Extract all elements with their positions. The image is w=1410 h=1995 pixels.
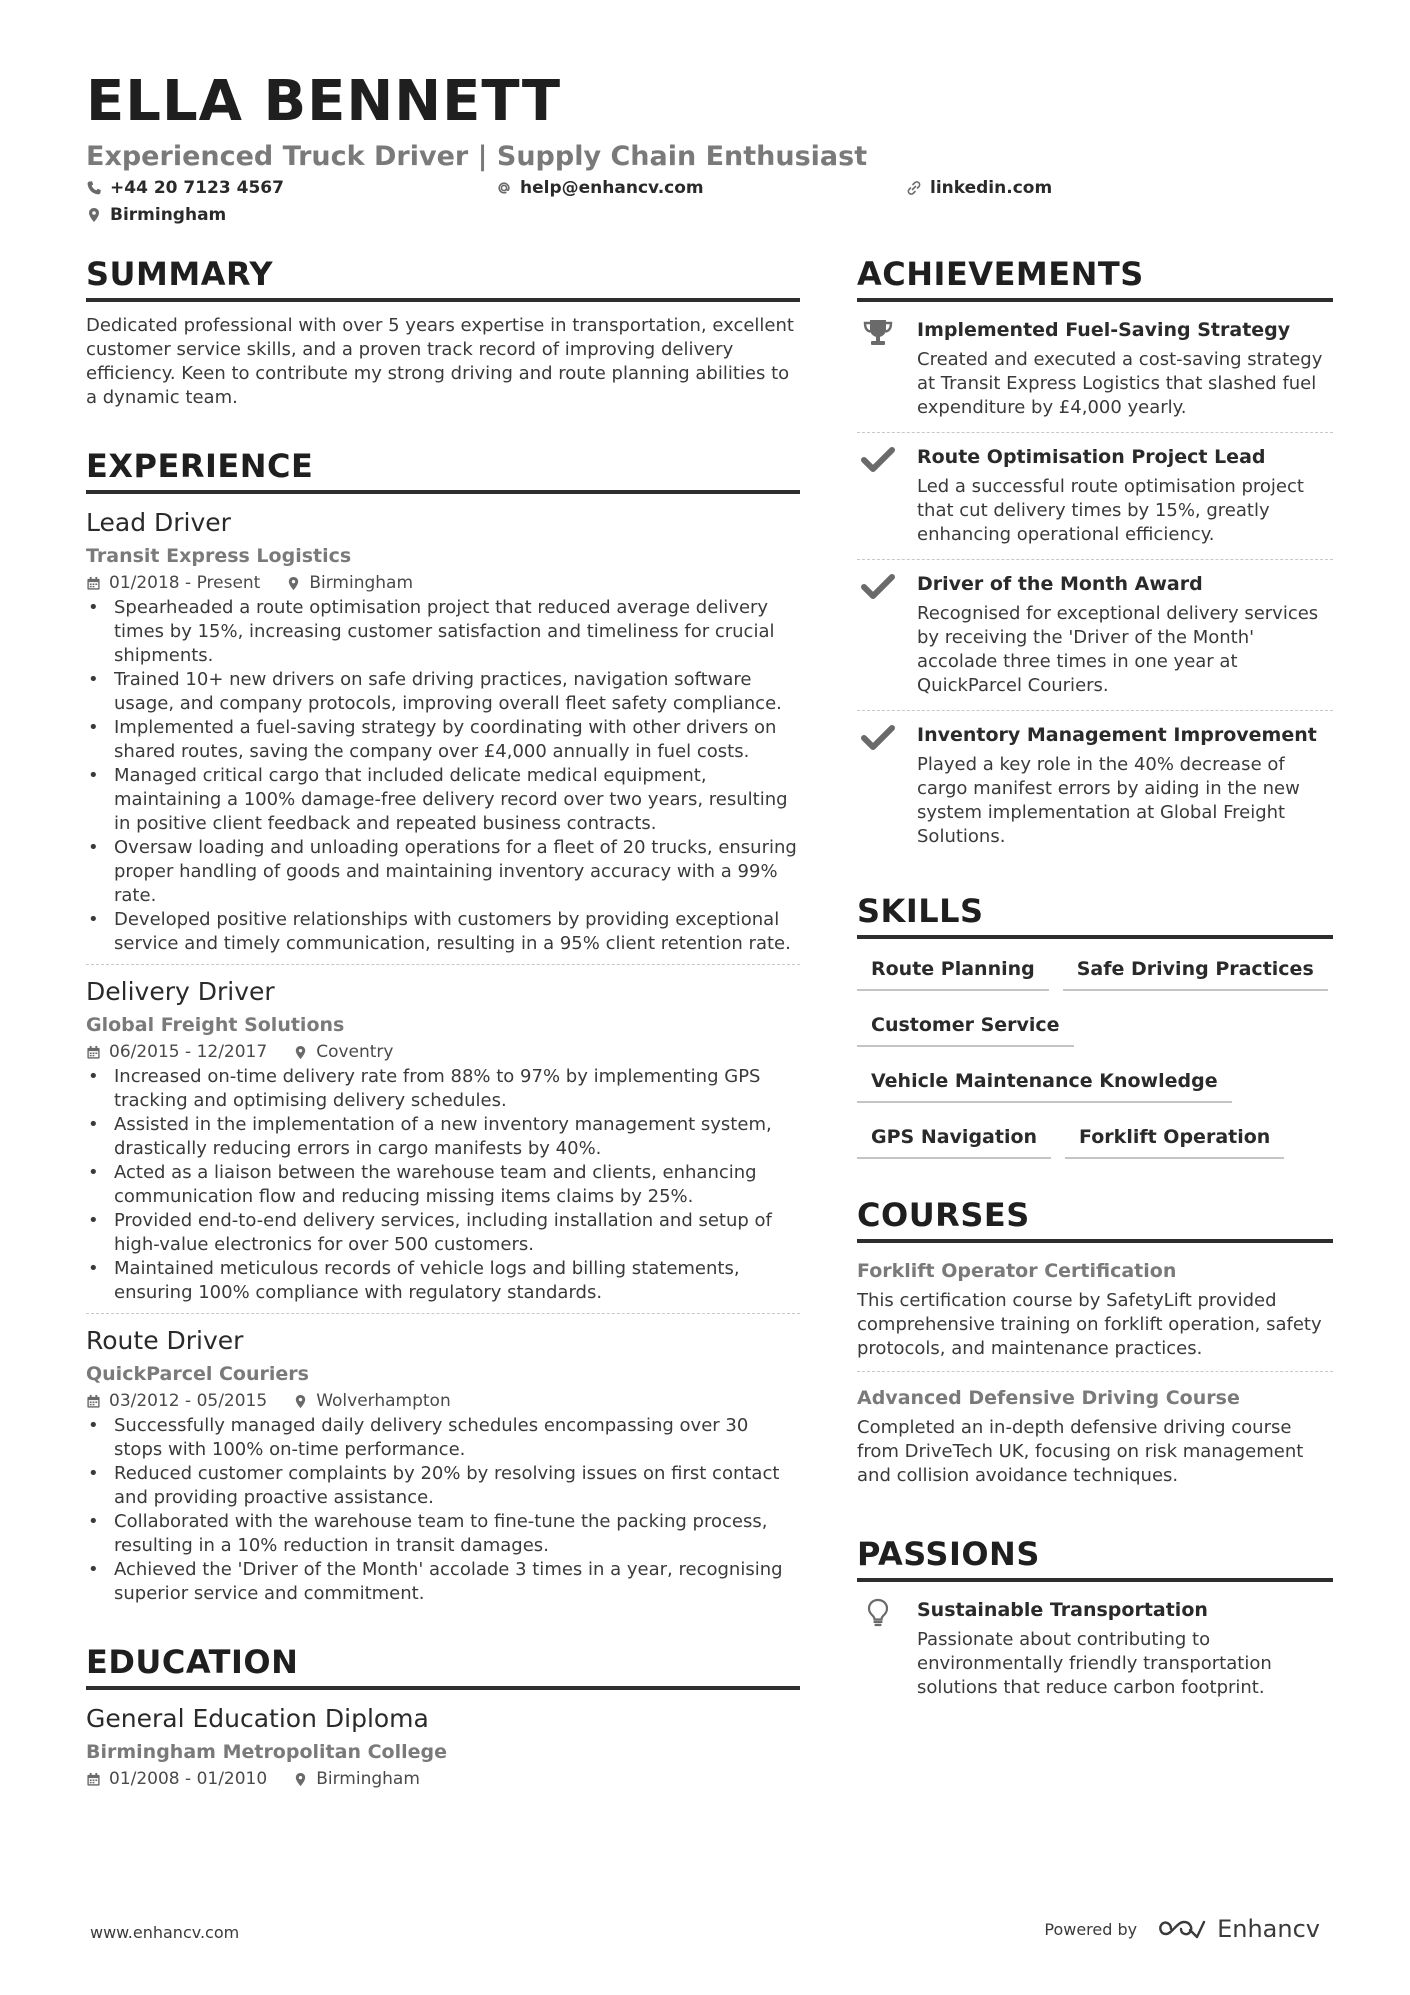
contact-linkedin[interactable] <box>906 178 1052 198</box>
job-location: Wolverhampton <box>316 1391 451 1411</box>
footer-site-link[interactable]: www.enhancv.com <box>90 1923 240 1942</box>
checkmark-icon <box>861 572 895 602</box>
resume-header <box>86 70 1336 234</box>
summary-heading: SUMMARY <box>86 254 800 302</box>
contact-location <box>86 205 226 225</box>
calendar-icon <box>86 1772 101 1787</box>
education-dates: 01/2008 - 01/2010 <box>109 1769 268 1789</box>
courses-section <box>857 1195 1333 1498</box>
job-bullet: • Acted as a liaison between the warehouse team and clients, enhancing communication flow and reducing missing items claims by 25%. <box>114 1161 800 1209</box>
skill-tag: Safe Driving Practices <box>1063 953 1328 991</box>
skill-tag: GPS Navigation <box>857 1121 1051 1159</box>
powered-by-label: Powered by <box>1044 1919 1138 1939</box>
job-bullet: • Reduced customer complaints by 20% by resolving issues on first contact and providing proactive assistance. <box>114 1462 800 1510</box>
location-text: Birmingham <box>110 205 227 225</box>
job-bullet: • Spearheaded a route optimisation project that reduced average delivery times by 15%, increasing customer satisfaction and timeliness for crucial shipments. <box>114 596 800 668</box>
education-degree: General Education Diploma <box>86 1704 429 1733</box>
job-meta <box>86 1388 800 1414</box>
job-entry <box>86 1324 800 1614</box>
achievements-section <box>857 254 1333 861</box>
calendar-icon <box>86 1045 101 1060</box>
summary-section <box>86 254 800 410</box>
job-company: Global Freight Solutions <box>86 1014 345 1036</box>
job-title: Route Driver <box>86 1326 244 1355</box>
job-bullet: • Developed positive relationships with customers by providing exceptional service and timely communication, resulting in a 95% client retention rate. <box>114 908 800 956</box>
job-bullets <box>86 1065 800 1305</box>
lightbulb-icon <box>861 1598 895 1628</box>
skills-list <box>857 951 1333 1159</box>
job-bullet: • Increased on-time delivery rate from 88% to 97% by implementing GPS tracking and optimising delivery schedules. <box>114 1065 800 1113</box>
job-company: QuickParcel Couriers <box>86 1363 309 1385</box>
achievement-title: Inventory Management Improvement <box>917 724 1317 746</box>
course-title: Forklift Operator Certification <box>857 1260 1177 1282</box>
skill-tag: Customer Service <box>857 1009 1074 1047</box>
courses-heading: COURSES <box>857 1195 1333 1243</box>
passion-item <box>857 1586 1333 1712</box>
job-bullets <box>86 1414 800 1606</box>
course-title: Advanced Defensive Driving Course <box>857 1387 1240 1409</box>
achievement-desc: Played a key role in the 40% decrease of cargo manifest errors by aiding in the new system implementation at Global Freight Solutions. <box>917 754 1300 847</box>
location-pin-icon <box>286 576 301 591</box>
contact-phone[interactable] <box>86 178 284 198</box>
job-bullet: • Achieved the 'Driver of the Month' accolade 3 times in a year, recognising superior service and commitment. <box>114 1558 800 1606</box>
job-bullet: • Assisted in the implementation of a new inventory management system, drastically reducing errors in cargo manifests by 40%. <box>114 1113 800 1161</box>
job-dates: 01/2018 - Present <box>109 573 261 593</box>
linkedin-text: linkedin.com <box>930 178 1053 198</box>
email-text: help@enhancv.com <box>520 178 704 198</box>
education-section <box>86 1642 800 1792</box>
achievement-item <box>857 711 1333 861</box>
job-title: Lead Driver <box>86 508 231 537</box>
candidate-name: ELLA BENNETT <box>86 69 562 134</box>
course-desc: This certification course by SafetyLift provided comprehensive training on forklift operation, safety protocols, and maintenance practices. <box>857 1290 1322 1359</box>
job-meta <box>86 1039 800 1065</box>
job-bullets <box>86 596 800 956</box>
skill-tag: Route Planning <box>857 953 1049 991</box>
phone-text: +44 20 7123 4567 <box>110 178 284 198</box>
checkmark-icon <box>861 723 895 753</box>
job-company: Transit Express Logistics <box>86 545 352 567</box>
trophy-icon <box>861 318 895 348</box>
location-pin-icon <box>293 1394 308 1409</box>
skills-heading: SKILLS <box>857 891 1333 939</box>
job-bullet: • Trained 10+ new drivers on safe driving practices, navigation software usage, and company protocols, improving overall fleet safety compliance. <box>114 668 800 716</box>
candidate-title: Experienced Truck Driver | Supply Chain Enthusiast <box>86 141 868 172</box>
education-heading: EDUCATION <box>86 1642 800 1690</box>
checkmark-icon <box>861 445 895 475</box>
job-bullet: • Managed critical cargo that included delicate medical equipment, maintaining a 100% damage-free delivery record over two years, resulting in positive client feedback and repeated business contracts. <box>114 764 800 836</box>
passions-section <box>857 1534 1333 1712</box>
achievement-item <box>857 433 1333 560</box>
location-pin-icon <box>86 207 102 223</box>
calendar-icon <box>86 1394 101 1409</box>
achievement-title: Implemented Fuel-Saving Strategy <box>917 319 1291 341</box>
job-bullet: • Provided end-to-end delivery services, including installation and setup of high-value electronics for over 500 customers. <box>114 1209 800 1257</box>
calendar-icon <box>86 576 101 591</box>
location-pin-icon <box>293 1772 308 1787</box>
right-column <box>857 254 1333 1748</box>
job-entry <box>86 975 800 1314</box>
job-bullet: • Implemented a fuel-saving strategy by coordinating with other drivers on shared routes, saving the company over £4,000 annually in fuel costs. <box>114 716 800 764</box>
education-meta <box>86 1766 800 1792</box>
enhancv-logo-icon <box>1157 1916 1207 1942</box>
achievement-desc: Led a successful route optimisation project that cut delivery times by 15%, greatly enhancing operational efficiency. <box>917 476 1304 545</box>
job-title: Delivery Driver <box>86 977 275 1006</box>
job-location: Birmingham <box>309 573 414 593</box>
achievement-item <box>857 306 1333 433</box>
job-bullet: • Maintained meticulous records of vehicle logs and billing statements, ensuring 100% compliance with regulatory standards. <box>114 1257 800 1305</box>
course-desc: Completed an in-depth defensive driving course from DriveTech UK, focusing on risk management and collision avoidance techniques. <box>857 1417 1304 1486</box>
passion-desc: Passionate about contributing to environmentally friendly transportation solutions that reduce carbon footprint. <box>917 1629 1272 1698</box>
education-school: Birmingham Metropolitan College <box>86 1741 447 1763</box>
phone-icon <box>86 180 102 196</box>
skill-tag: Vehicle Maintenance Knowledge <box>857 1065 1232 1103</box>
job-meta <box>86 570 800 596</box>
link-icon <box>906 180 922 196</box>
achievement-title: Driver of the Month Award <box>917 573 1203 595</box>
passion-title: Sustainable Transportation <box>917 1599 1208 1621</box>
job-entry <box>86 506 800 965</box>
at-sign-icon <box>496 180 512 196</box>
achievement-desc: Recognised for exceptional delivery services by receiving the 'Driver of the Month' accolade three times in one year at QuickParcel Couriers. <box>917 603 1319 696</box>
page-footer <box>90 1915 1320 1955</box>
course-item <box>857 1382 1333 1498</box>
education-location: Birmingham <box>316 1769 420 1789</box>
experience-section <box>86 446 800 1614</box>
summary-text: Dedicated professional with over 5 years expertise in transportation, excellent customer service skills, and a proven track record of improving delivery efficiency. Keen to contribute my strong driving and route planning abilities to a dynamic team. <box>86 315 794 408</box>
course-item <box>857 1255 1333 1372</box>
enhancv-brand[interactable] <box>1157 1915 1320 1943</box>
brand-name: Enhancv <box>1217 1915 1320 1943</box>
job-location: Coventry <box>316 1042 394 1062</box>
passions-heading: PASSIONS <box>857 1534 1333 1582</box>
skills-section <box>857 891 1333 1159</box>
contact-info <box>86 178 1336 234</box>
powered-by <box>1044 1915 1320 1943</box>
contact-email[interactable] <box>496 178 704 198</box>
left-column <box>86 254 800 1828</box>
achievement-desc: Created and executed a cost-saving strategy at Transit Express Logistics that slashed fuel expenditure by £4,000 yearly. <box>917 349 1323 418</box>
job-dates: 06/2015 - 12/2017 <box>109 1042 268 1062</box>
achievements-heading: ACHIEVEMENTS <box>857 254 1333 302</box>
job-dates: 03/2012 - 05/2015 <box>109 1391 268 1411</box>
skill-tag: Forklift Operation <box>1065 1121 1284 1159</box>
location-pin-icon <box>293 1045 308 1060</box>
experience-heading: EXPERIENCE <box>86 446 800 494</box>
achievement-item <box>857 560 1333 711</box>
job-bullet: • Collaborated with the warehouse team to fine-tune the packing process, resulting in a 10% reduction in transit damages. <box>114 1510 800 1558</box>
achievement-title: Route Optimisation Project Lead <box>917 446 1266 468</box>
job-bullet: • Oversaw loading and unloading operations for a fleet of 20 trucks, ensuring proper handling of goods and maintaining inventory accuracy with a 99% rate. <box>114 836 800 908</box>
job-bullet: • Successfully managed daily delivery schedules encompassing over 30 stops with 100% on-time performance. <box>114 1414 800 1462</box>
